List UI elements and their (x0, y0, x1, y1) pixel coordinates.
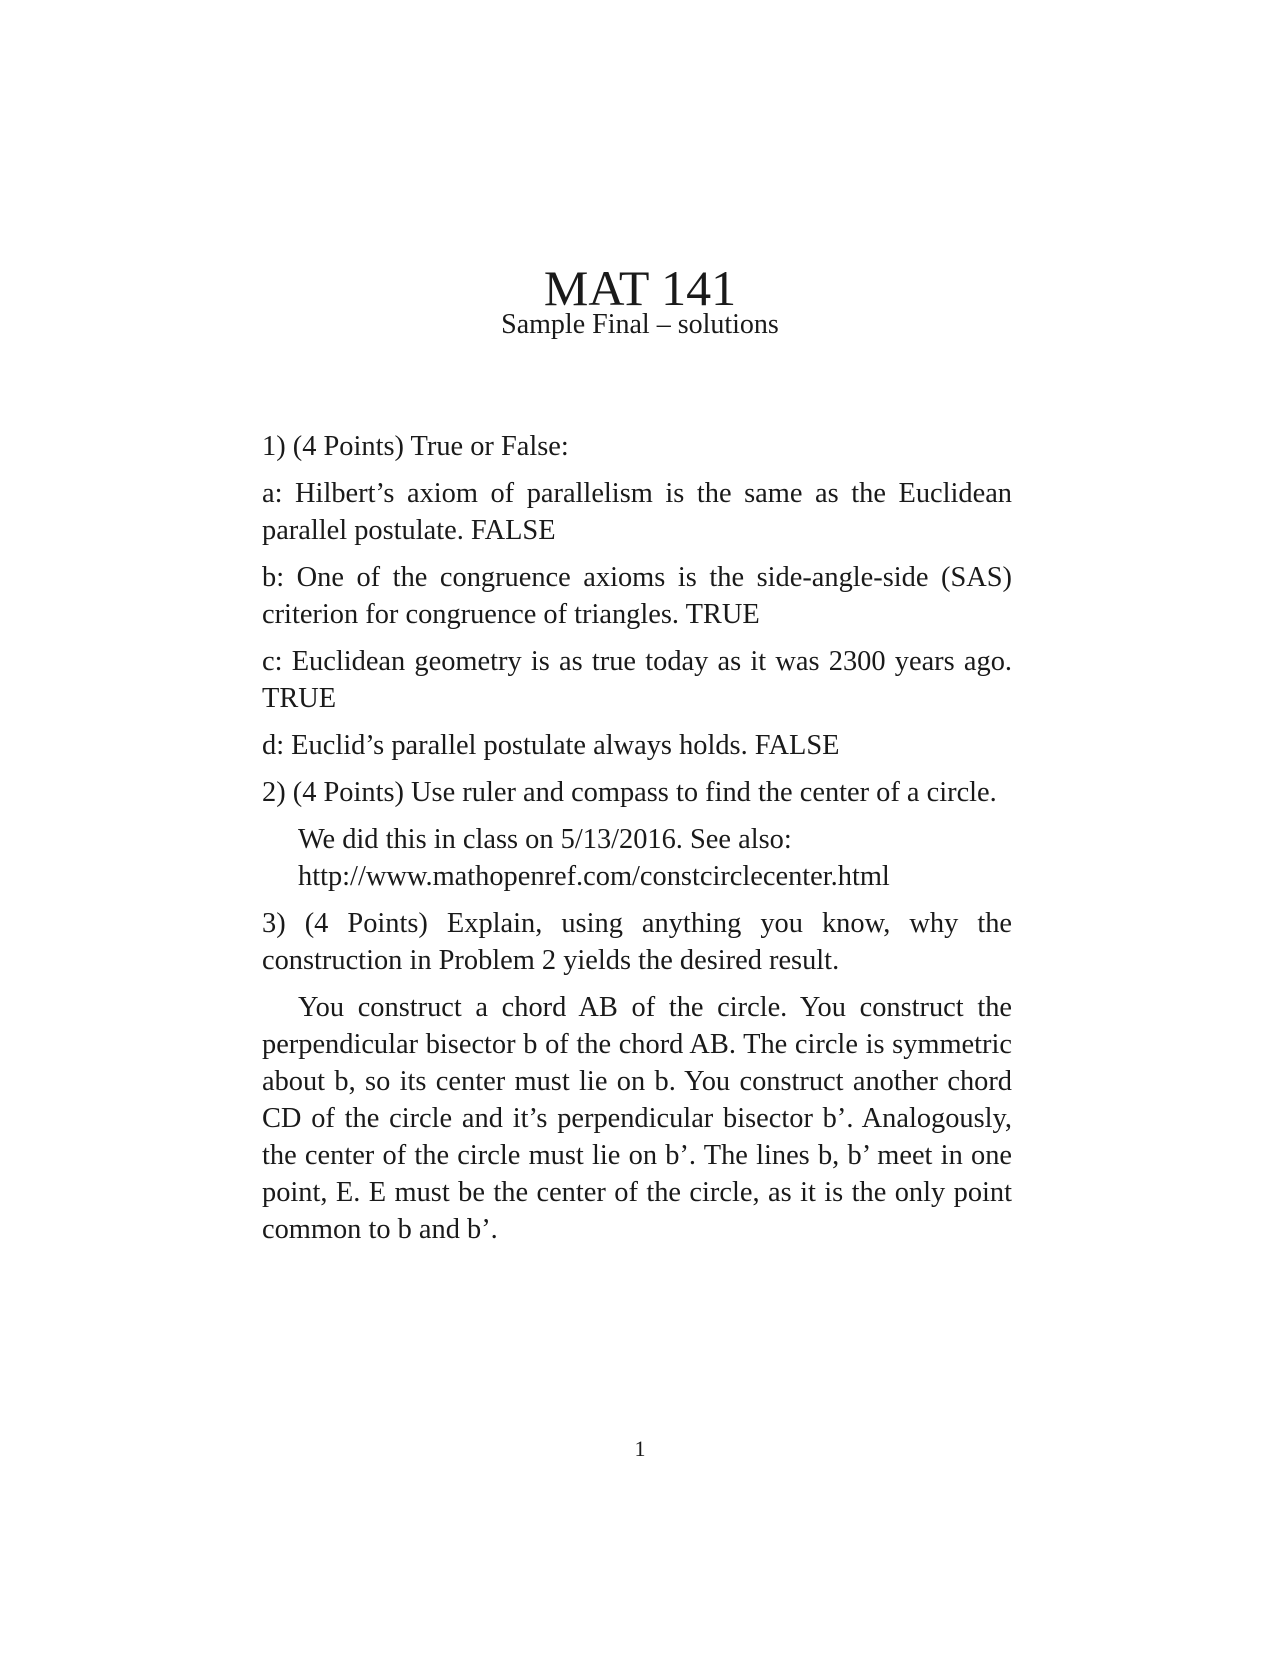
problem-2-heading: 2) (4 Points) Use ruler and compass to find the center of a circle. (262, 777, 997, 808)
problem-2-answer-line: We did this in class on 5/13/2016. See also: (298, 824, 792, 855)
page-subtitle: Sample Final – solutions (501, 309, 779, 340)
problem-2-answer (262, 821, 1012, 895)
document-body (262, 428, 1012, 1258)
problem-1-heading: 1) (4 Points) True or False: (262, 431, 569, 462)
problem-3-answer: You construct a chord AB of the circle. You construct the perpendicular bisector b of the chord AB. The circle is symmetric about b, so its center must lie on b. You construct another chord CD of the circle and it’s perpendicular bisector b’. Analogously, the center of the circle must lie on b’. The lines b, b’ meet in one point, E. E must be the center of the circle, as it is the only point common to b and b’. (262, 992, 1012, 1245)
page-title: MAT 141 (543, 260, 737, 316)
problem-1-item-a: a: Hilbert’s axiom of parallelism is the same as the Euclidean parallel postulate. FALSE (262, 478, 1012, 546)
problem-1-item-b: b: One of the congruence axioms is the side-angle-side (SAS) criterion for congruence of triangles. TRUE (262, 562, 1012, 630)
problem-1-item-d: d: Euclid’s parallel postulate always holds. FALSE (262, 730, 840, 761)
problem-3-heading: 3) (4 Points) Explain, using anything you know, why the construction in Problem 2 yields the desired result. (262, 908, 1012, 976)
problem-2-reference-link: http://www.mathopenref.com/constcirclecenter.html (298, 861, 890, 892)
page-number: 1 (634, 1436, 646, 1461)
problem-1-item-c: c: Euclidean geometry is as true today as it was 2300 years ago. TRUE (262, 646, 1012, 714)
